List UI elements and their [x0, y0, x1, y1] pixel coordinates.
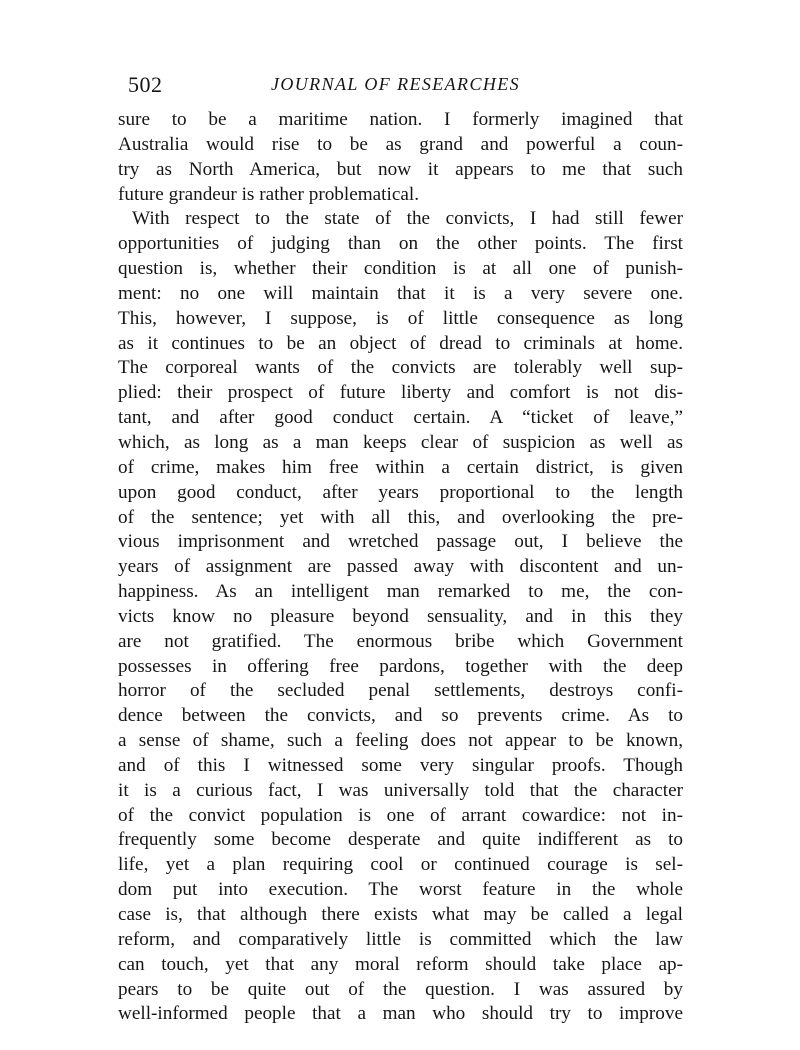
text-line: victs know no pleasure beyond sensuality, and in this they — [118, 605, 683, 627]
page-number: 502 — [128, 72, 163, 97]
text-line: are not gratified. The enormous bribe which Government — [118, 630, 683, 652]
text-line: The corporeal wants of the convicts are tolerably well sup- — [118, 357, 683, 379]
paragraph-first-line: With respect to the state of the convicts, I had still fewer — [132, 208, 683, 230]
running-head — [128, 72, 688, 102]
text-line: upon good conduct, after years proportional to the length — [118, 481, 683, 503]
text-line: reform, and comparatively little is committed which the law — [118, 928, 683, 950]
text-line: life, yet a plan requiring cool or continued courage is sel- — [118, 854, 683, 876]
text-line: vious imprisonment and wretched passage out, I believe the — [118, 531, 683, 553]
text-line: and of this I witnessed some very singular proofs. Though — [118, 754, 683, 776]
text-line: Australia would rise to be as grand and powerful a coun- — [118, 133, 683, 155]
text-line: This, however, I suppose, is of little consequence as long — [118, 307, 683, 329]
text-line: case is, that although there exists what may be called a legal — [118, 904, 683, 925]
text-line: happiness. As an intelligent man remarked to me, the con- — [118, 581, 683, 603]
running-title: JOURNAL OF RESEARCHES — [271, 74, 521, 94]
text-line: dence between the convicts, and so prevents crime. As to — [118, 705, 683, 727]
text-line: possesses in offering free pardons, together with the deep — [118, 655, 683, 677]
text-line: sure to be a maritime nation. I formerly imagined that — [118, 109, 683, 130]
text-line: it is a curious fact, I was universally told that the character — [118, 779, 683, 801]
text-line: pears to be quite out of the question. I was assured by — [118, 978, 683, 1000]
text-line: as it continues to be an object of dread to criminals at home. — [118, 332, 683, 354]
text-line: tant, and after good conduct certain. A “ticket of leave,” — [118, 407, 683, 429]
text-line: can touch, yet that any moral reform should take place ap- — [118, 953, 683, 975]
text-line: of crime, makes him free within a certain district, is given — [118, 456, 683, 478]
text-line: of the sentence; yet with all this, and overlooking the pre- — [118, 506, 683, 528]
text-line: a sense of shame, such a feeling does not appear to be known, — [118, 730, 683, 752]
text-line: which, as long as a man keeps clear of suspicion as well as — [118, 431, 683, 453]
text-line: opportunities of judging than on the other points. The first — [118, 233, 683, 255]
text-line: try as North America, but now it appears to me that such — [118, 158, 683, 180]
text-line: future grandeur is rather problematical. — [118, 183, 420, 205]
text-line: horror of the secluded penal settlements, destroys confi- — [118, 680, 683, 702]
text-line: ment: no one will maintain that it is a very severe one. — [118, 282, 683, 304]
body-text — [118, 108, 683, 1027]
text-line: well-informed people that a man who should try to improve — [118, 1003, 683, 1025]
text-line: years of assignment are passed away with discontent and un- — [118, 556, 683, 578]
text-line: question is, whether their condition is at all one of punish- — [118, 258, 683, 280]
text-line: plied: their prospect of future liberty and comfort is not dis- — [118, 382, 683, 404]
text-line: frequently some become desperate and quite indifferent as to — [118, 829, 683, 851]
text-line: dom put into execution. The worst feature in the whole — [118, 879, 683, 901]
text-line: of the convict population is one of arrant cowardice: not in- — [118, 804, 683, 826]
